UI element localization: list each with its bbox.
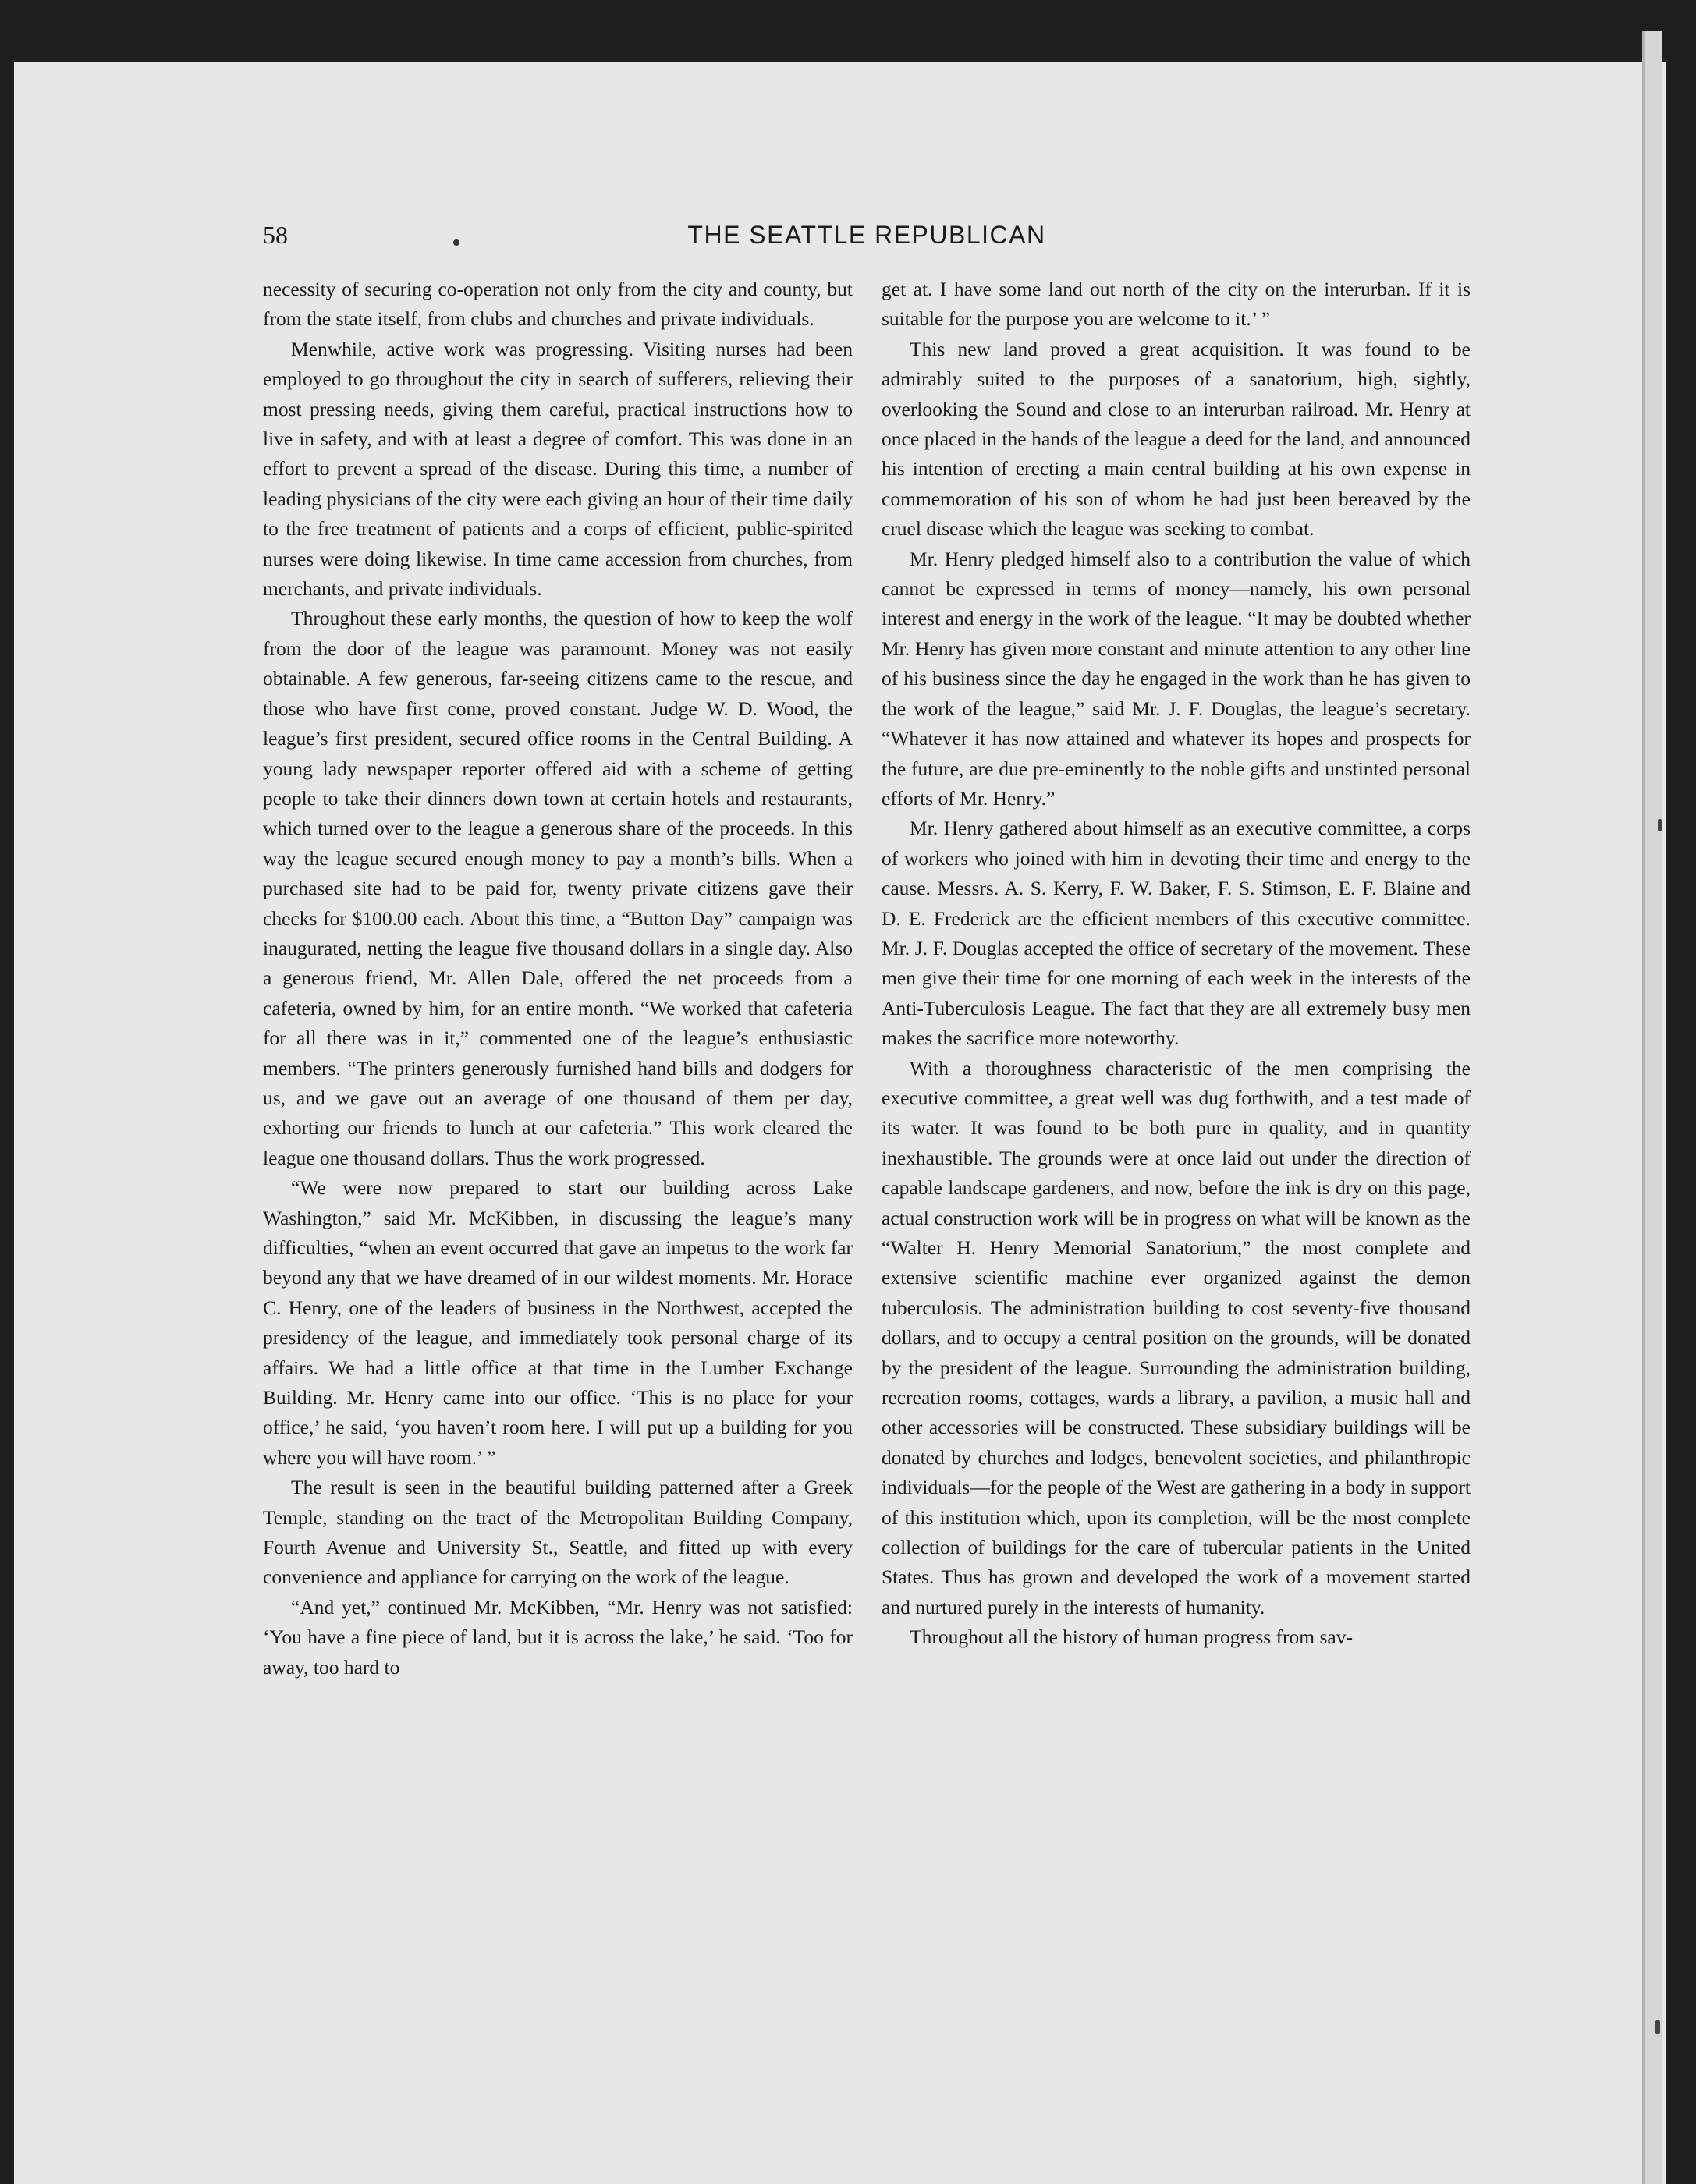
scan-mark [1658, 819, 1662, 831]
paragraph: get at. I have some land out north of the city on the interurban. If it is suitable for the purpose you are welcome to it.’ ” [882, 278, 1471, 331]
paragraph: “And yet,” continued Mr. McKibben, “Mr. Henry was not satisfied: ‘You have a fine piece of land, but it is across the lake,’ he said. ‘Too for away, too hard to [263, 1595, 853, 1679]
paragraph: Throughout these early months, the question of how to keep the wolf from the door of the league was paramount. Money was not easily obtainable. A few generous, far-seeing citizens came to the rescue, and those who have first come, proved constant. Judge W. D. Wood, the league’s first president, secured office rooms in the Central Building. A young lady newspaper reporter offered aid with a scheme of getting people to take their dinners down town at certain hotels and restaurants, which turned over to the league a generous share of the proceeds. In this way the league secured enough money to pay a month’s bills. When a purchased site had to be paid for, twenty private citizens gave their checks for $100.00 each. About this time, a “Button Day” campaign was inaugurated, netting the league five thousand dollars in a single day. Also a generous friend, Mr. Allen Dale, offered the net proceeds from a cafeteria, owned by him, for an entire month. “We worked that cafeteria for all there was in it,” commented one of the league’s enthusiastic members. “The printers generously furnished hand bills and dodgers for us, and we gave out an average of one thousand of them per day, exhorting our friends to lunch at our cafeteria.” This work cleared the league one thousand dollars. Thus the work progressed. [263, 607, 853, 1169]
scan-mark [1655, 2020, 1660, 2034]
paragraph: necessity of securing co-operation not only from the city and county, but from the state itself, from clubs and churches and private individuals. [263, 278, 853, 331]
paragraph: Menwhile, active work was progressing. Visiting nurses had been employed to go throughout the city in search of sufferers, relieving their most pressing needs, giving them careful, practical instructions how to live in safety, and with at least a degree of comfort. This was done in an effort to prevent a spread of the disease. During this time, a number of leading physicians of the city were each giving an hour of their time daily to the free treatment of patients and a corps of efficient, public-spirited nurses were doing likewise. In time came accession from churches, from merchants, and private individuals. [263, 337, 853, 601]
paragraph: Mr. Henry pledged himself also to a contribution the value of which cannot be expressed in terms of money—namely, his own personal interest and energy in the work of the league. “It may be doubted whether Mr. Henry has given more constant and minute attention to any other line of his business since the day he engaged in the work than he has given to the work of the league,” said Mr. J. F. Douglas, the league’s secretary. “Whatever it has now attained and whatever its hopes and prospects for the future, are due pre-eminently to the noble gifts and unstinted personal efforts of Mr. Henry.” [882, 547, 1471, 810]
right-column [882, 275, 1471, 1967]
page-number: 58 [263, 221, 288, 249]
paragraph: Throughout all the history of human progress from sav- [910, 1626, 1353, 1649]
running-title: THE SEATTLE REPUBLICAN [687, 221, 1046, 249]
page-header [263, 221, 1471, 260]
paragraph: “We were now prepared to start our building across Lake Washington,” said Mr. McKibben, in discussing the league’s many difficulties, “when an event occurred that gave an impetus to the work far beyond any that we have dreamed of in our wildest moments. Mr. Horace C. Henry, one of the leaders of business in the Northwest, accepted the presidency of the league, and immediately took personal charge of its affairs. We had a little office at that time in the Lumber Exchange Building. Mr. Henry came into our office. ‘This is no place for your office,’ he said, ‘you haven’t room here. I will put up a building for you where you will have room.’ ” [263, 1176, 853, 1469]
left-column [263, 275, 853, 1967]
paragraph: With a thoroughness characteristic of the men comprising the executive committee, a great well was dug forthwith, and a test made of its water. It was found to be both pure in quality, and in quantity inexhaustible. The grounds were at once laid out under the direction of capable landscape gardeners, and now, before the ink is dry on this page, actual construction work will be in progress on what will be known as the “Walter H. Henry Memorial Sanatorium,” the most complete and extensive scientific machine ever organized against the demon tuberculosis. The administration building to cost seventy-five thousand dollars, and to occupy a central position on the grounds, will be donated by the president of the league. Surrounding the administration building, recreation rooms, cottages, wards a library, a pavilion, a music hall and other accessories will be constructed. These subsidiary buildings will be donated by churches and lodges, benevolent societies, and philanthropic individuals—for the people of the West are gathering in a body in support of this institution which, upon its completion, will be the most complete collection of buildings for the care of tubercular patients in the United States. Thus has grown and developed the work of a movement started and nurtured purely in the interests of humanity. [882, 1056, 1471, 1618]
paragraph: Mr. Henry gathered about himself as an executive committee, a corps of workers who joined with him in devoting their time and energy to the cause. Messrs. A. S. Kerry, F. W. Baker, F. S. Stimson, E. F. Blaine and D. E. Frederick are the efficient members of this executive committee. Mr. J. F. Douglas accepted the office of secretary of the movement. These men give their time for one morning of each week in the interests of the Anti-Tuberculosis League. The fact that they are all extremely busy men makes the sacrifice more noteworthy. [882, 817, 1471, 1050]
adjacent-page-edge [1642, 31, 1662, 2184]
paragraph: This new land proved a great acquisition. It was found to be admirably suited to the purposes of a sanatorium, high, sightly, overlooking the Sound and close to an interurban railroad. Mr. Henry at once placed in the hands of the league a deed for the land, and announced his intention of erecting a main central building at his own expense in commemoration of his son of whom he had just been bereaved by the cruel disease which the league was seeking to combat. [882, 337, 1471, 541]
paragraph: The result is seen in the beautiful building patterned after a Greek Temple, standing on the tract of the Metropolitan Building Company, Fourth Avenue and University St., Seattle, and fitted up with every convenience and appliance for carrying on the work of the league. [263, 1476, 853, 1589]
